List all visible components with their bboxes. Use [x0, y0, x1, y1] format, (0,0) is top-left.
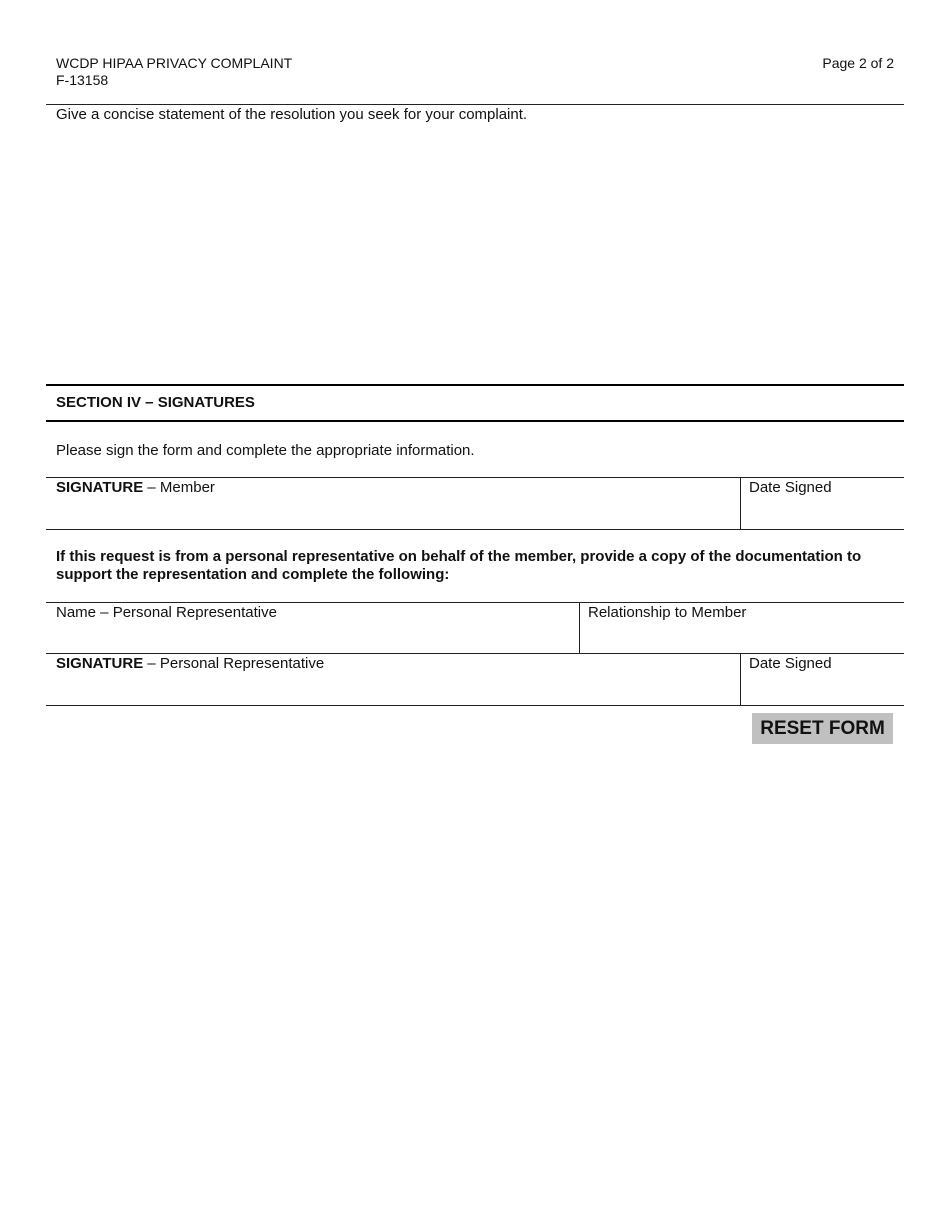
resolution-prompt: Give a concise statement of the resolution you seek for your complaint.: [56, 106, 528, 123]
divider: [46, 104, 904, 105]
section-divider-top: [46, 384, 904, 386]
member-date-signed-label: Date Signed: [749, 479, 832, 496]
rep-signature-field[interactable]: [46, 654, 740, 705]
page-indicator: Page 2 of 2: [822, 55, 894, 71]
rep-name-label: Name – Personal Representative: [56, 604, 277, 621]
representative-note: If this request is from a personal representative on behalf of the member, provide a copy of the documentation to support the representation and complete the following:: [56, 548, 862, 583]
member-signature-field[interactable]: [46, 478, 740, 529]
rep-name-field[interactable]: [46, 603, 579, 654]
resolution-text-field[interactable]: [46, 125, 904, 380]
rep-signature-label: SIGNATURE – Personal Representative: [56, 655, 325, 672]
divider: [46, 705, 904, 706]
divider: [46, 529, 904, 530]
member-signature-label: SIGNATURE – Member: [56, 479, 215, 496]
section-iv-heading: SECTION IV – SIGNATURES: [56, 394, 255, 411]
rep-date-signed-field[interactable]: [741, 654, 904, 705]
rep-date-signed-label: Date Signed: [749, 655, 832, 672]
signature-instruction: Please sign the form and complete the appropriate information.: [56, 442, 475, 459]
relationship-field[interactable]: [580, 603, 904, 654]
form-number: F-13158: [56, 72, 109, 88]
form-title: WCDP HIPAA PRIVACY COMPLAINT: [56, 55, 293, 71]
reset-form-button[interactable]: RESET FORM: [752, 713, 893, 744]
relationship-label: Relationship to Member: [588, 604, 747, 621]
member-date-signed-field[interactable]: [741, 478, 904, 529]
section-divider-bottom: [46, 420, 904, 422]
